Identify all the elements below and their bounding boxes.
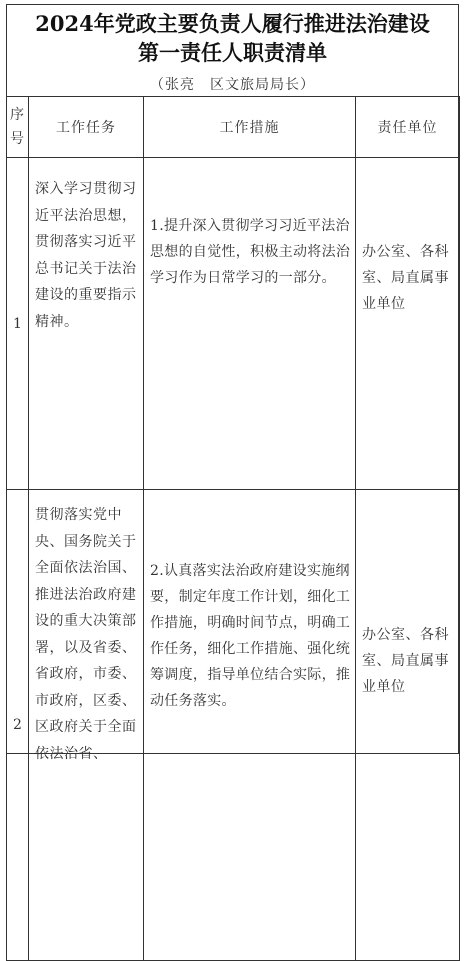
row-task: 贯彻落实党中央、国务院关于全面依法治国、推进法治政府建设的重大决策部署，以及省委、省政府，市委、市政府，区委、区政府关于全面依法治省、 (29, 490, 144, 961)
row-unit: 办公室、各科室、局直属事业单位 (356, 158, 460, 490)
row-measures: 1.提升深入贯彻学习习近平法治思想的自觉性，积极主动将法治学习作为日常学习的一部分。 (144, 158, 356, 490)
row-measures: 2.认真落实法治政府建设实施纲要，制定年度工作计划，细化工作措施，明确时间节点，明确工作任务，细化工作措施、强化统筹调度，指导单位结合实际，推动任务落实。 (144, 490, 356, 961)
header-measures: 工作措施 (144, 97, 356, 158)
header-unit: 责任单位 (356, 97, 460, 158)
header-task: 工作任务 (29, 97, 144, 158)
responsibility-table (6, 96, 460, 961)
header-seq: 序号 (7, 97, 29, 158)
table-row (7, 490, 460, 961)
row-unit: 办公室、各科室、局直属事业单位 (356, 490, 460, 961)
document-title-line1: 2024年党政主要负责人履行推进法治建设 (35, 11, 430, 36)
document-title-line2: 第一责任人职责清单 (138, 40, 327, 65)
row-seq: 2 (7, 490, 29, 961)
document-subtitle: （张亮 区文旅局局长） (150, 77, 315, 93)
table-header-row (7, 97, 460, 158)
table-row (7, 158, 460, 490)
row-seq: 1 (7, 158, 29, 490)
row-task: 深入学习贯彻习近平法治思想，贯彻落实习近平总书记关于法治建设的重要指示精神。 (29, 158, 144, 490)
